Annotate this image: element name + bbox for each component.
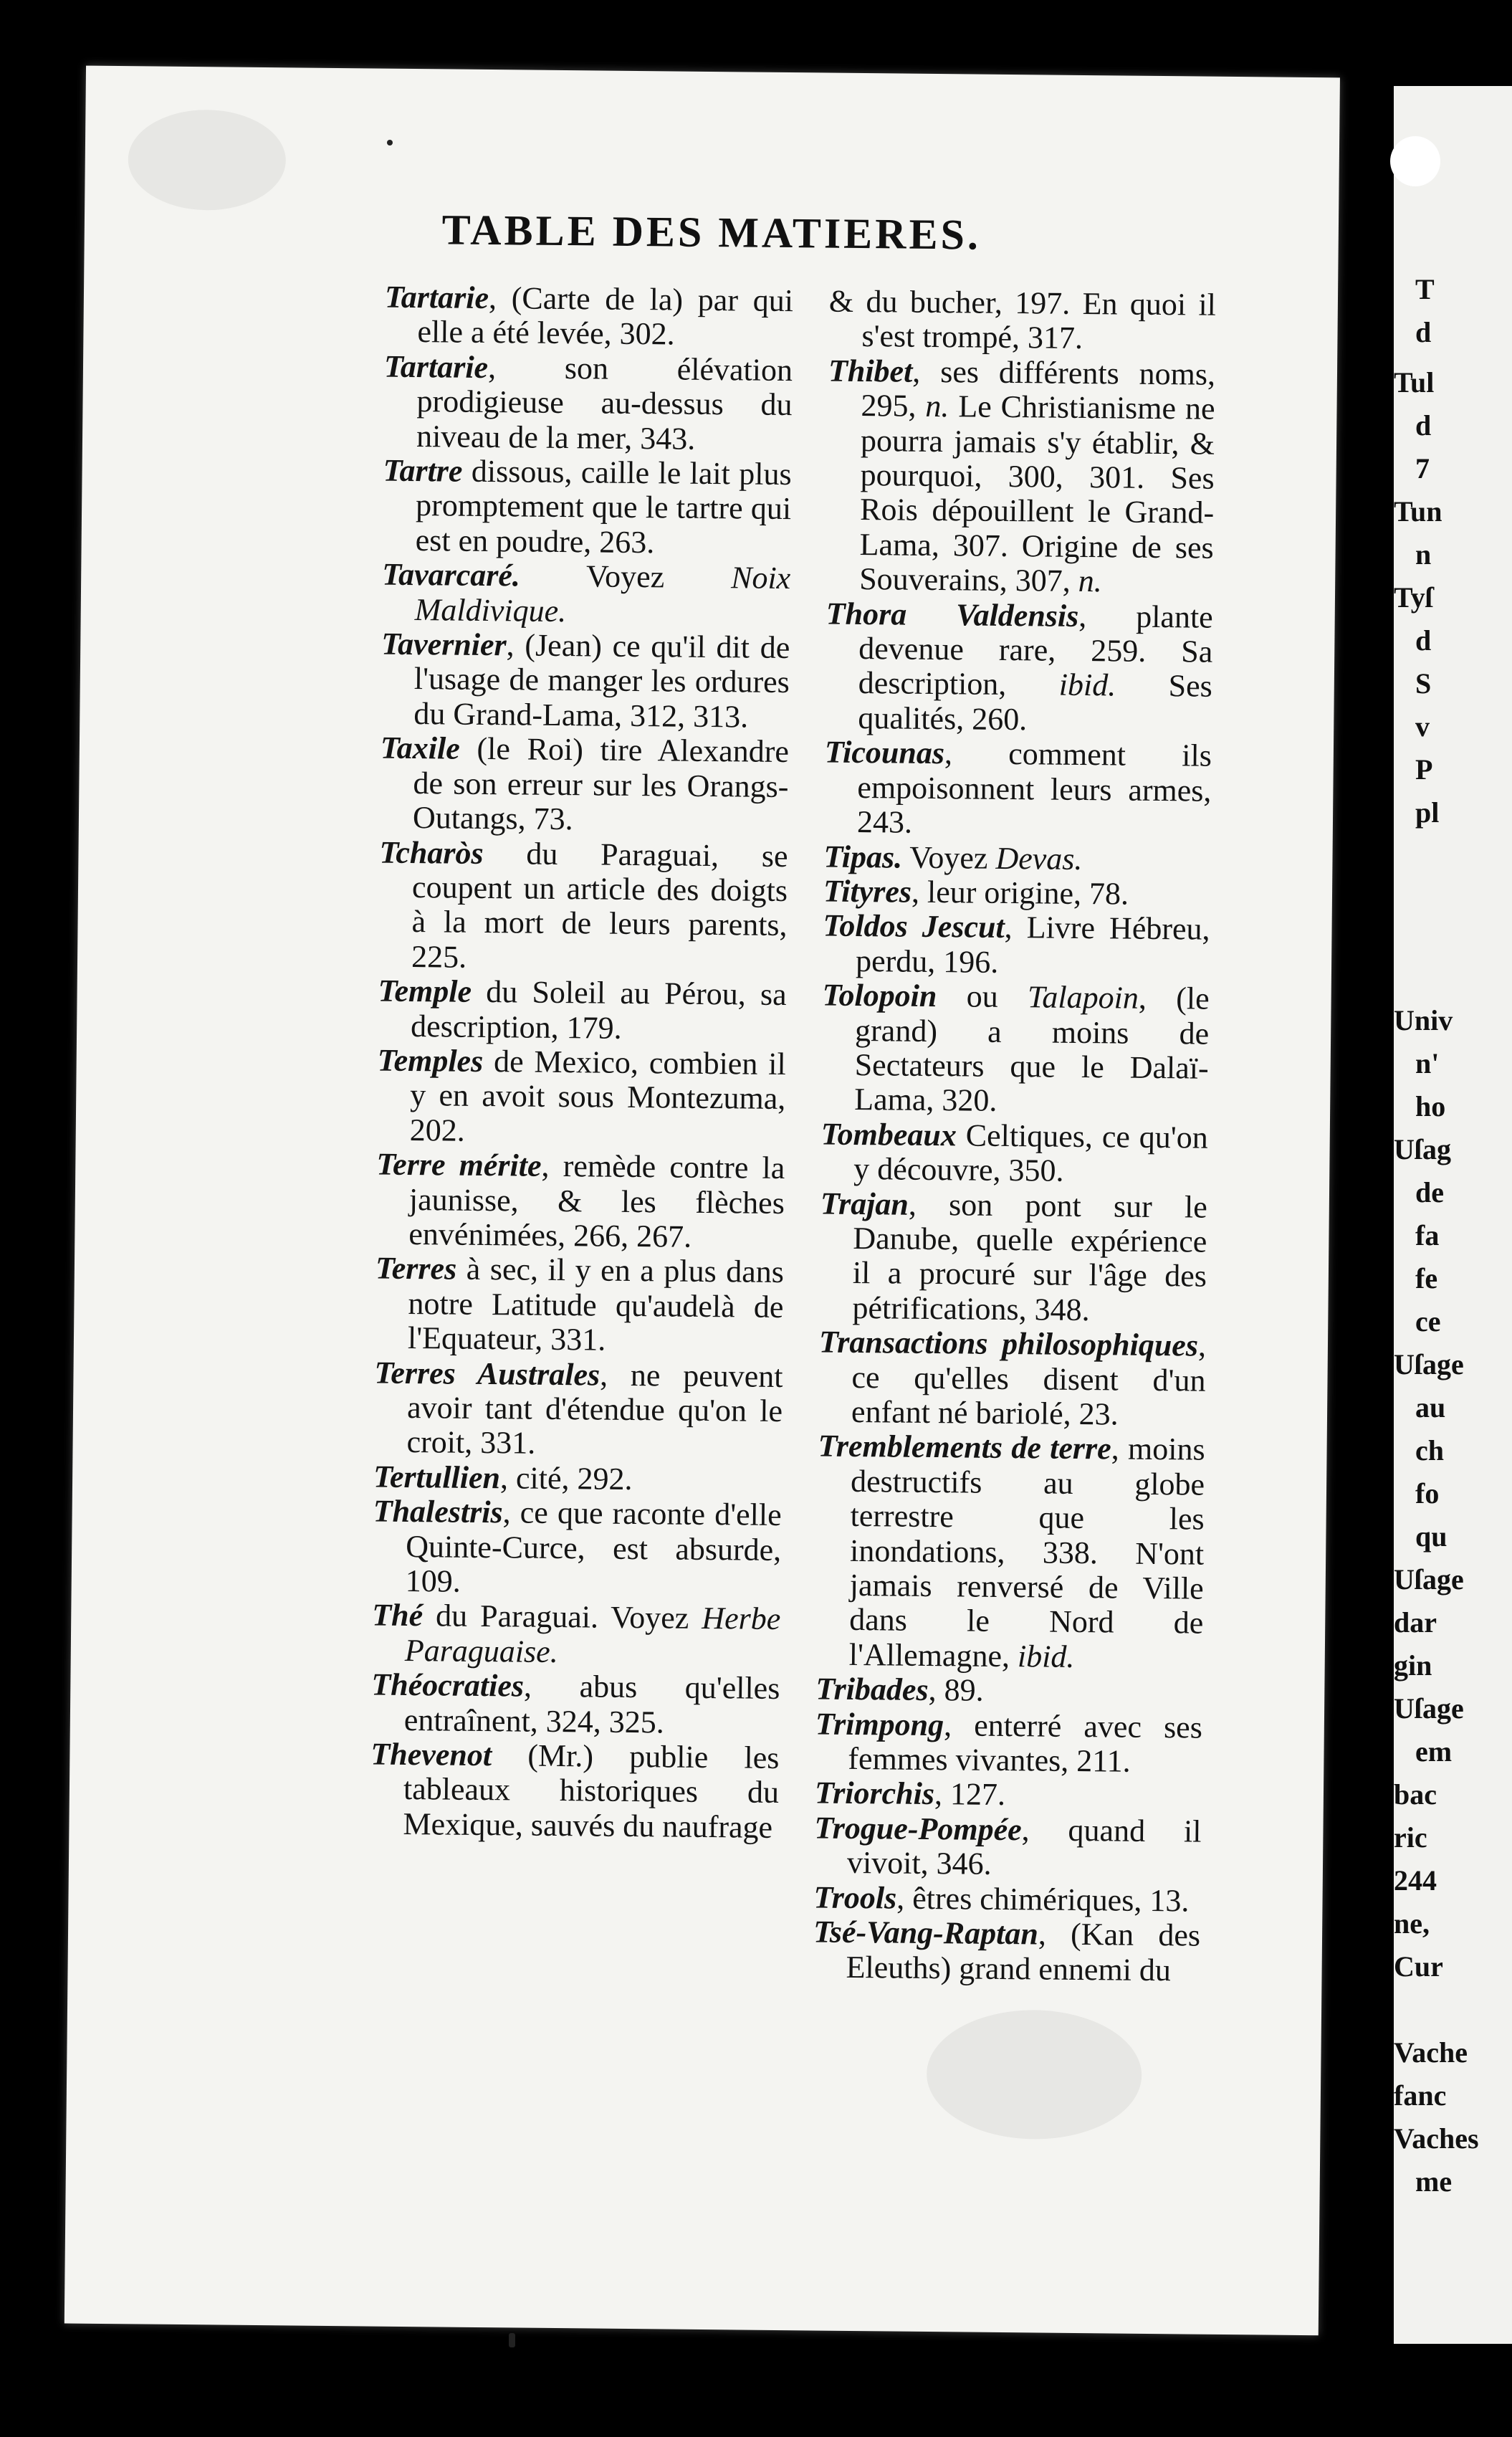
entry-text: , êtres chimériques, 13. <box>896 1880 1190 1919</box>
adjacent-page-fragment: me <box>1415 2165 1453 2198</box>
entry-term: Thé <box>372 1597 424 1634</box>
entry-text: , 89. <box>928 1672 984 1708</box>
index-entry <box>381 627 790 735</box>
index-entry <box>823 909 1210 982</box>
adjacent-page-fragment: pl <box>1415 796 1440 829</box>
entry-term: Tartarie <box>384 279 489 316</box>
adjacent-page-fragment: fa <box>1415 1219 1440 1251</box>
entry-text: & du bucher, 197. En quoi il s'est trompé, 317. <box>828 283 1217 356</box>
index-entry <box>828 285 1216 358</box>
entry-term: Tribades <box>815 1671 929 1708</box>
entry-term: Taxile <box>380 730 460 766</box>
index-entry <box>823 874 1210 912</box>
adjacent-page-fragment: Univ <box>1394 1004 1453 1036</box>
entry-term: Temple <box>378 973 472 1009</box>
adjacent-page-fragment: ric <box>1394 1821 1427 1854</box>
index-entry <box>372 1598 781 1671</box>
entry-text: , ses différents noms, 295, <box>861 353 1216 424</box>
entry-term: Tremblements de terre <box>818 1428 1111 1467</box>
entry-term: Thalestris <box>373 1493 503 1530</box>
entry-text: de Mexico, combien il y en avoit sous Montezuma, 202. <box>409 1043 786 1148</box>
index-entry <box>384 280 793 353</box>
adjacent-page-fragment: fe <box>1415 1262 1438 1294</box>
index-entry <box>813 1915 1200 1988</box>
entry-term: Temples <box>377 1042 484 1079</box>
adjacent-page-fragment: T <box>1415 273 1435 305</box>
adjacent-page-fragment: bac <box>1394 1778 1437 1811</box>
entry-text: , quand il vivoit, 346. <box>846 1812 1202 1882</box>
entry-term: Thevenot <box>370 1736 492 1773</box>
adjacent-page-fragment: ho <box>1415 1090 1446 1122</box>
adjacent-page-fragment: Uſage <box>1394 1563 1464 1596</box>
entry-text: Noix Maldivique. <box>414 560 791 629</box>
adjacent-page-fragment: au <box>1415 1391 1446 1423</box>
index-entry <box>815 1776 1202 1815</box>
entry-text: Devas. <box>995 840 1083 877</box>
index-entry <box>815 1672 1202 1711</box>
adjacent-page-fragment: Vaches <box>1394 2122 1479 2155</box>
index-entry <box>370 1737 779 1846</box>
adjacent-page-fragment: Vache <box>1394 2036 1468 2069</box>
adjacent-page-fragment: ce <box>1415 1305 1441 1337</box>
entry-text: , cité, 292. <box>499 1460 633 1497</box>
entry-text: (Mr.) publie les tableaux historiques du Mexique, sauvés du naufrage <box>403 1737 780 1845</box>
index-entry <box>375 1251 784 1360</box>
index-entry <box>823 839 1210 878</box>
adjacent-page-fragment: ne, <box>1394 1907 1430 1940</box>
entry-term: Tavarcaré. <box>382 556 521 593</box>
entry-term: Tartarie <box>383 348 489 385</box>
entry-text: , ne peuvent avoir tant d'étendue qu'on le croit, 331. <box>406 1357 783 1461</box>
entry-text: Voyez <box>520 558 732 596</box>
entry-text: ou <box>937 978 1028 1015</box>
adjacent-page-fragment: d <box>1415 624 1432 657</box>
entry-term: Tsé-Vang-Raptan <box>813 1914 1039 1952</box>
right-column <box>813 285 1216 1988</box>
entry-text: , plante devenue rare, 259. Sa description, <box>858 598 1213 703</box>
entry-text: n. <box>925 388 949 424</box>
ink-speck <box>387 140 393 146</box>
entry-term: Transactions philosophiques <box>818 1324 1199 1363</box>
entry-term: Trajan <box>820 1186 909 1222</box>
entry-text: , comment ils empoisonnent leurs armes, 243. <box>856 735 1212 840</box>
page-header: TABLE DES MATIERES. <box>441 206 982 259</box>
index-entry <box>826 353 1215 600</box>
index-entry <box>816 1429 1205 1676</box>
index-entry <box>373 1459 782 1498</box>
entry-term: Terres <box>375 1250 457 1287</box>
entry-text: , (Carte de la) par qui elle a été levée, 302. <box>417 280 794 352</box>
index-entry <box>818 1325 1206 1433</box>
adjacent-page-fragment: Uſage <box>1394 1348 1464 1380</box>
adjacent-page-edge <box>1394 86 1512 2344</box>
index-entry <box>373 1494 782 1603</box>
entry-text: Herbe Paraguaise. <box>404 1601 781 1669</box>
index-entry <box>824 735 1212 843</box>
entry-text: , (Kan des Eleuths) grand ennemi du <box>846 1916 1201 1988</box>
entry-text: , leur origine, 78. <box>911 874 1129 912</box>
adjacent-page-fragment: d <box>1415 409 1432 442</box>
entry-text: , Livre Hébreu, perdu, 196. <box>855 910 1210 980</box>
ink-speck <box>509 2333 515 2347</box>
index-entry <box>378 974 787 1047</box>
entry-text: Ses qualités, 260. <box>858 667 1213 738</box>
entry-text: , (Jean) ce qu'il dit de l'usage de manger les ordures du Grand-Lama, 312, 313. <box>413 627 790 735</box>
entry-text: du Soleil au Pérou, sa description, 179. <box>410 973 787 1046</box>
entry-term: Terre mérite <box>376 1146 542 1183</box>
adjacent-page-fragment: de <box>1415 1176 1444 1208</box>
adjacent-page-fragment: n <box>1415 538 1432 571</box>
entry-term: Thora Valdensis <box>826 596 1079 634</box>
entry-term: Tcharòs <box>379 834 484 871</box>
paper-stain <box>926 2009 1142 2140</box>
entry-text: du Paraguai. Voyez <box>422 1598 702 1636</box>
entry-text: , 127. <box>934 1776 1006 1813</box>
index-entry <box>378 835 788 978</box>
index-entry <box>821 978 1210 1121</box>
page-hole <box>1390 136 1440 186</box>
entry-text: , enterré avec ses femmes vivantes, 211. <box>848 1707 1203 1779</box>
index-entry <box>377 1044 786 1152</box>
index-entry <box>373 1355 783 1464</box>
adjacent-page-fragment: ch <box>1415 1434 1444 1467</box>
entry-text: du Paraguai, se coupent un article des doigts à la mort de leurs parents, 225. <box>411 835 788 975</box>
adjacent-page-fragment: gin <box>1394 1649 1432 1682</box>
entry-term: Tolopoin <box>822 977 937 1014</box>
index-entry <box>825 596 1213 739</box>
entry-text: Celtiques, ce qu'on y découvre, 350. <box>853 1117 1208 1188</box>
index-entry <box>815 1707 1202 1780</box>
entry-text: ibid. <box>1058 667 1116 703</box>
adjacent-page-fragment: Cur <box>1394 1950 1443 1983</box>
entry-text: à sec, il y en a plus dans notre Latitude qu'audelà de l'Equateur, 331. <box>407 1251 785 1358</box>
adjacent-page-fragment: S <box>1415 667 1432 700</box>
index-entry <box>820 1117 1208 1190</box>
book-page <box>64 66 1340 2336</box>
entry-text: n. <box>1078 563 1102 599</box>
entry-text: , ce que raconte d'elle Quinte-Curce, est absurde, 109. <box>405 1494 782 1599</box>
index-entry <box>371 1668 780 1741</box>
adjacent-page-fragment: 7 <box>1415 452 1430 485</box>
entry-text: , moins destructifs au globe terrestre que les inondations, 338. N'ont jamais renversé de Ville dans le Nord de l'Allemagne, <box>848 1431 1205 1674</box>
index-entry <box>382 558 791 631</box>
entry-text: ibid. <box>1017 1639 1075 1674</box>
adjacent-page-fragment: Uſag <box>1394 1133 1451 1165</box>
left-column <box>370 280 793 1846</box>
entry-text: , abus qu'elles entraînent, 324, 325. <box>403 1668 780 1740</box>
entry-term: Trogue-Pompée <box>814 1810 1022 1848</box>
adjacent-page-fragment: Tun <box>1394 495 1442 528</box>
adjacent-page-fragment: Tul <box>1394 366 1435 399</box>
adjacent-page-fragment: 244 <box>1394 1864 1437 1897</box>
entry-text: Talapoin <box>1027 979 1139 1016</box>
entry-term: Thibet <box>828 353 913 389</box>
index-entry <box>382 454 791 562</box>
index-entry <box>819 1186 1207 1329</box>
entry-term: Tartre <box>383 452 463 489</box>
entry-text: dissous, caille le lait plus promptement que le tartre qui est en poudre, 263. <box>415 453 792 561</box>
adjacent-page-fragment: v <box>1415 710 1430 743</box>
entry-text: Le Christianisme ne pourra jamais s'y établir, & pourquoi, 300, 301. Ses Rois dépouillent le Grand-Lama, 307. Origine de ses Souverains, 307, <box>858 388 1215 599</box>
entry-term: Tipas. <box>823 839 903 875</box>
entry-term: Tombeaux <box>820 1116 957 1153</box>
index-entry <box>814 1811 1202 1884</box>
entry-term: Théocraties <box>371 1666 525 1704</box>
adjacent-page-fragment: em <box>1415 1735 1453 1768</box>
adjacent-page-fragment: qu <box>1415 1520 1448 1553</box>
adjacent-page-fragment: dar <box>1394 1606 1437 1639</box>
entry-term: Triorchis <box>814 1775 935 1812</box>
adjacent-page-fragment: P <box>1415 753 1433 786</box>
entry-term: Toldos Jescut <box>823 907 1005 945</box>
index-entry <box>383 349 793 457</box>
entry-text: , son pont sur le Danube, quelle expérience il a procuré sur l'âge des pétrifications, 348. <box>852 1186 1208 1327</box>
entry-term: Tityres <box>823 873 912 910</box>
entry-term: Tavernier <box>381 626 507 663</box>
entry-text: , son élévation prodigieuse au-dessus du niveau de la mer, 343. <box>416 349 793 457</box>
adjacent-page-fragment: d <box>1415 316 1432 348</box>
entry-term: Trimpong <box>815 1706 944 1742</box>
paper-stain <box>128 109 286 211</box>
entry-term: Tertullien <box>373 1459 501 1496</box>
index-entry <box>375 1148 785 1256</box>
entry-term: Terres Australes <box>374 1355 601 1393</box>
entry-term: Ticounas <box>824 734 945 771</box>
entry-term: Trools <box>813 1879 897 1916</box>
index-entry <box>380 731 789 839</box>
adjacent-page-fragment: Uſage <box>1394 1692 1464 1725</box>
adjacent-page-fragment: fanc <box>1394 2079 1447 2112</box>
entry-text: , ce qu'elles disent d'un enfant né bariolé, 23. <box>851 1327 1207 1432</box>
index-entry <box>813 1880 1200 1919</box>
entry-text: Voyez <box>901 839 996 876</box>
entry-text: , (le grand) a moins de Sectateurs que le Dalaï-Lama, 320. <box>854 980 1210 1119</box>
entry-text: (le Roi) tire Alexandre de son erreur sur les Orangs-Outangs, 73. <box>412 730 790 837</box>
adjacent-page-fragment: n' <box>1415 1047 1440 1079</box>
adjacent-page-fragment: fo <box>1415 1477 1440 1510</box>
entry-text: , remède contre la jaunisse, & les flèches envénimées, 266, 267. <box>408 1148 785 1254</box>
adjacent-page-fragment: Tyſ <box>1394 581 1433 614</box>
